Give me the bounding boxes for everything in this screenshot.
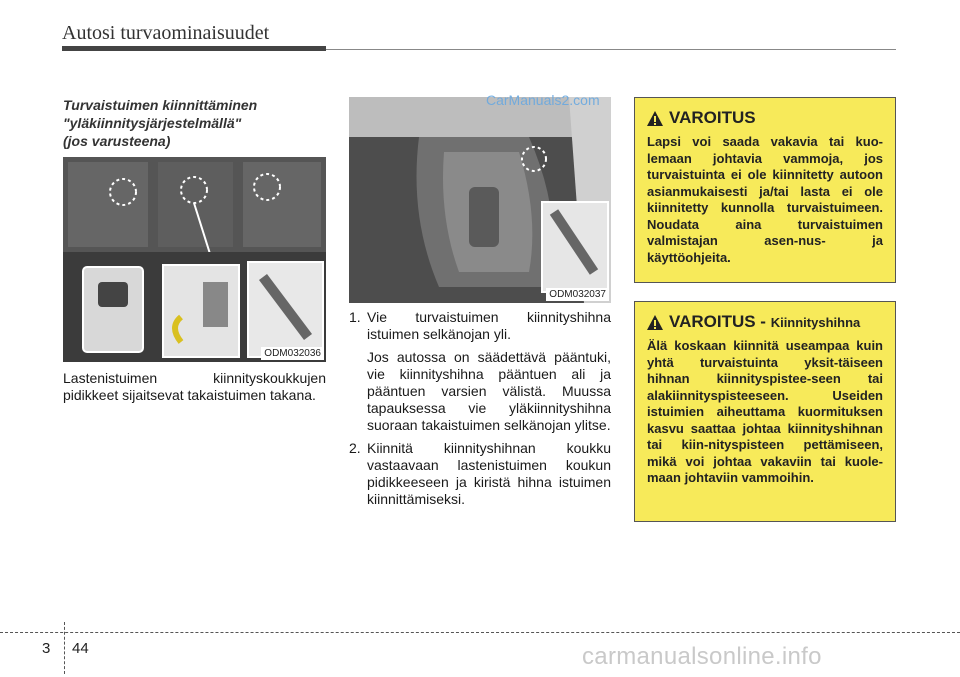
step-text: Vie turvaistuimen kiinnityshihna istuimen selkänojan yli. <box>367 309 611 342</box>
warning-box <box>634 97 896 283</box>
footer-dashed-divider <box>64 622 65 674</box>
section-heading-line: "yläkiinnitysjärjestelmällä" <box>63 115 242 131</box>
warning-body: Älä koskaan kiinnitä useampaa kuin yhtä turvaistuinta yksit-täiseen hihnan kiinnityspistee-seen tai alakiinnityspisteeseen. Useiden istuimien aiheuttama kuormituksen kasvu saattaa johtaa kiinnityshihnan tai kiin-nityspisteen pettämiseen, mikä voi johtaa vakaviin tai kuole-maan johtaviin vammoihin. <box>647 338 883 485</box>
step-note: Jos autossa on säädettävä pääntuki, vie kiinnityshihna pääntuen ali ja pääntuen varsien välistä. Muussa tapauksessa vie yläkiinnityshihna suoraan takaistuimen selkänojan ylitse. <box>367 349 611 433</box>
anchor-location-photo <box>63 157 326 362</box>
footer-watermark: carmanualsonline.info <box>582 643 822 670</box>
child-seat-illustration <box>349 97 611 303</box>
warning-triangle-icon <box>647 111 663 126</box>
anchor-caption: Lastenistuimen kiinnityskoukkujen pidikkeet sijaitsevat takaistuimen takana. <box>63 370 326 403</box>
step-text: Kiinnitä kiinnityshihnan koukku vastaavaan lastenistuimen koukun pidikkeeseen ja kiristä hihna istuimen kiinnittämiseksi. <box>367 440 611 507</box>
anchor-location-illustration <box>63 157 326 362</box>
warning-title-main: VAROITUS - <box>669 312 771 331</box>
section-heading-line: (jos varusteena) <box>63 133 171 149</box>
header-rule <box>326 49 896 50</box>
page-number: 44 <box>72 640 89 657</box>
figure-code: ODM032037 <box>546 288 609 301</box>
child-seat-photo <box>349 97 611 303</box>
warning-title-sub: Kiinnityshihna <box>770 315 861 330</box>
warning-title <box>647 108 883 128</box>
figure-code: ODM032036 <box>261 347 324 360</box>
warning-box-tether <box>634 301 896 522</box>
page-header-title: Autosi turvaominaisuudet <box>62 22 270 44</box>
warning-title <box>647 312 883 332</box>
step-number: 1. <box>349 309 361 325</box>
step-item <box>349 309 611 343</box>
step-item <box>349 440 611 508</box>
chapter-number: 3 <box>42 640 51 657</box>
footer-dashed-rule <box>0 632 960 633</box>
warning-title-text: VAROITUS <box>669 108 756 127</box>
site-watermark: CarManuals2.com <box>486 92 600 108</box>
header-accent-bar <box>62 46 326 51</box>
warning-title-text <box>669 312 860 332</box>
section-heading-line: Turvaistuimen kiinnittäminen <box>63 97 258 113</box>
step-number: 2. <box>349 440 361 456</box>
installation-steps <box>349 309 611 514</box>
warning-triangle-icon <box>647 315 663 330</box>
section-heading <box>63 96 328 150</box>
warning-body: Lapsi voi saada vakavia tai kuo-lemaan johtavia vammoja, jos turvaistuinta ei ole kiinnitetty autoon asianmukaisesti ja/tai lasta ei ole kiinnitetty kunnolla turvaistuimeen. Noudata aina turvaistuimen valmistajan asen-nus- ja käyttöohjeita. <box>647 134 883 265</box>
